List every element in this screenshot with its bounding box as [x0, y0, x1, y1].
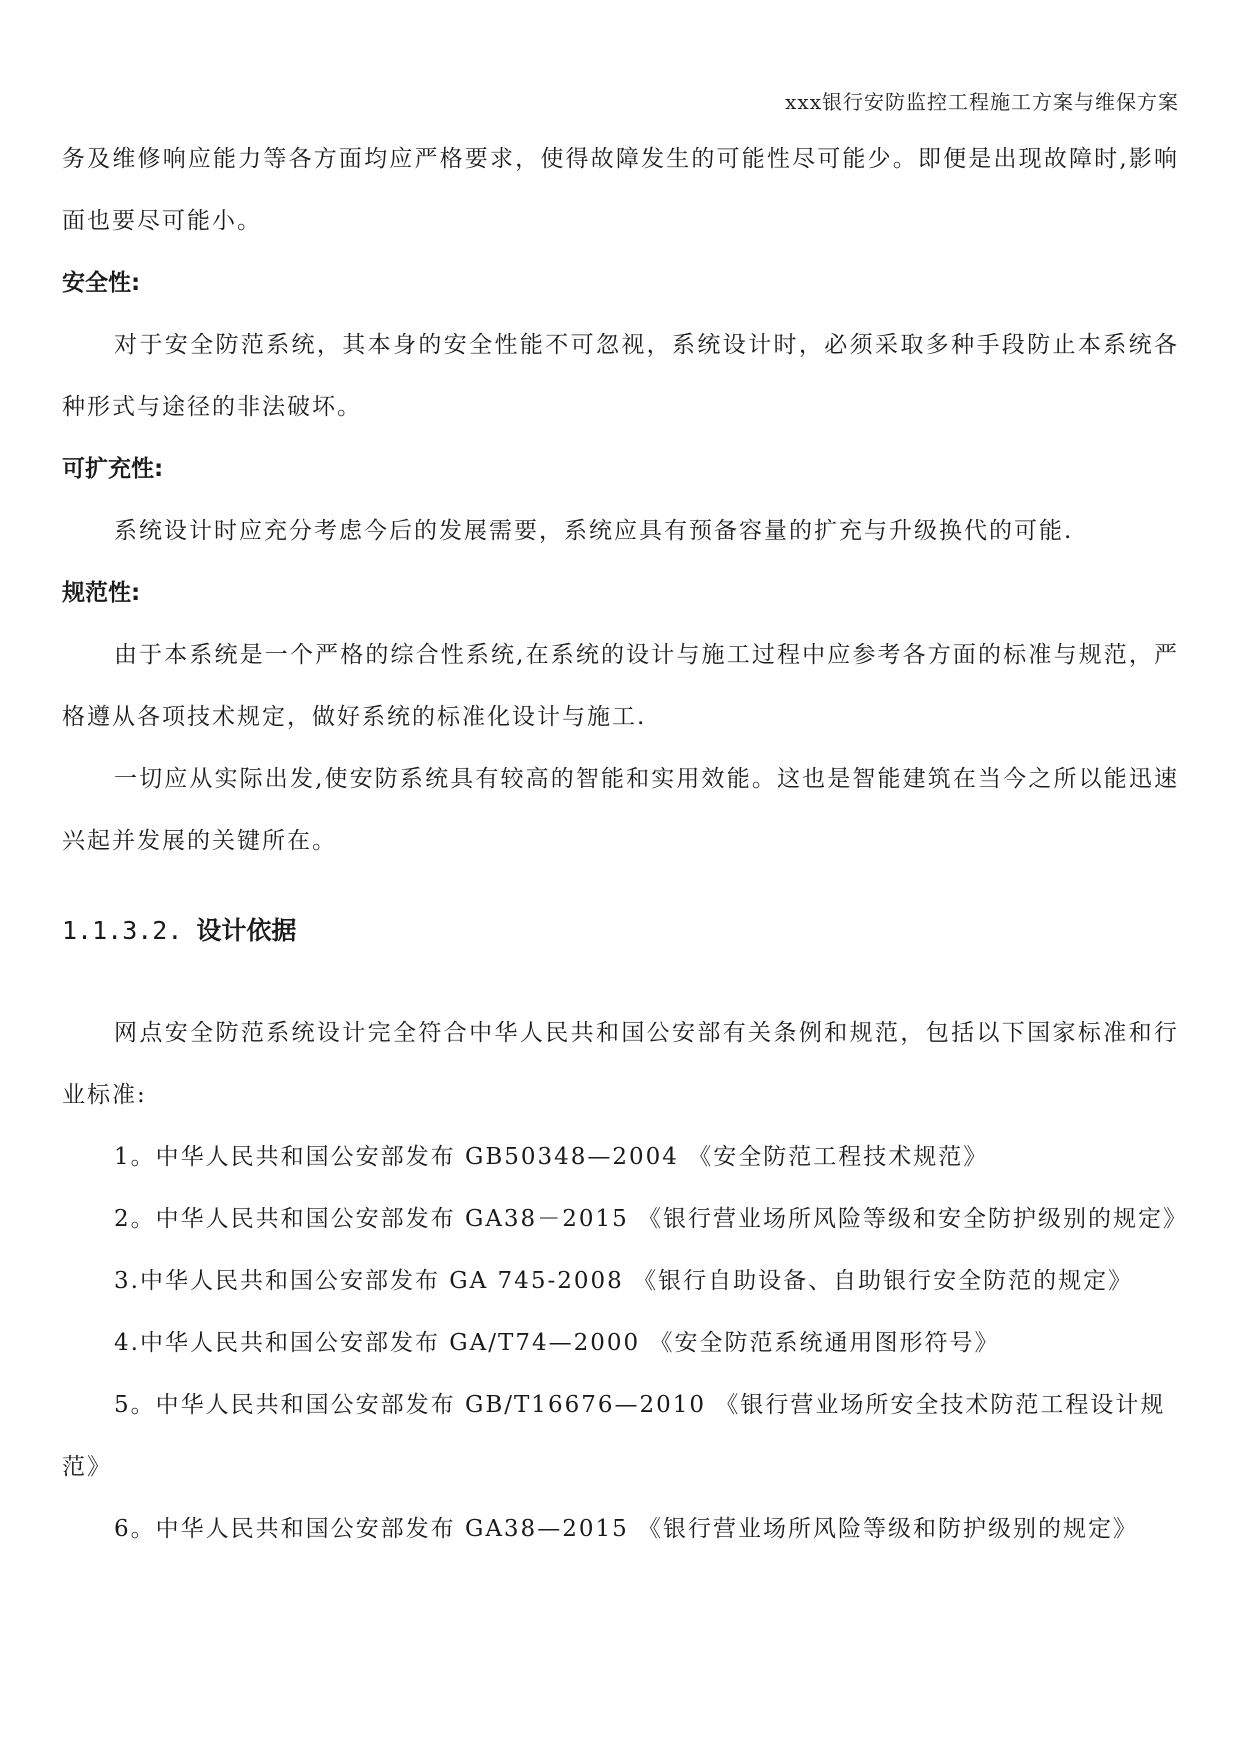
section-title: 设计依据	[196, 916, 297, 945]
section-heading-design-basis	[62, 900, 1179, 962]
standard-item-5: 5。中华人民共和国公安部发布 GB/T16676—2010 《银行营业场所安全技术防范工程设计规范》	[62, 1392, 1166, 1480]
paragraph-intro-continued: 务及维修响应能力等各方面均应严格要求，使得故障发生的可能性尽可能少。即便是出现故障时,影响面也要尽可能小。	[62, 146, 1179, 234]
standard-item-1: 1。中华人民共和国公安部发布 GB50348—2004 《安全防范工程技术规范》	[114, 1144, 989, 1170]
paragraph-practical: 一切应从实际出发,使安防系统具有较高的智能和实用效能。这也是智能建筑在当今之所以能迅速兴起并发展的关键所在。	[62, 766, 1179, 854]
label-expandability: 可扩充性:	[62, 456, 164, 482]
paragraph-expandability: 系统设计时应充分考虑今后的发展需要，系统应具有预备容量的扩充与升级换代的可能.	[114, 518, 1074, 544]
running-header: xxx银行安防监控工程施工方案与维保方案	[785, 90, 1179, 114]
paragraph-design-basis-intro: 网点安全防范系统设计完全符合中华人民共和国公安部有关条例和规范，包括以下国家标准和行业标准:	[62, 1020, 1179, 1108]
label-standardization: 规范性:	[62, 580, 141, 606]
standard-item-3: 3.中华人民共和国公安部发布 GA 745-2008 《银行自助设备、自助银行安全防范的规定》	[114, 1268, 1134, 1294]
standard-item-2: 2。中华人民共和国公安部发布 GA38－2015 《银行营业场所风险等级和安全防护级别的规定》	[114, 1206, 1189, 1232]
standard-item-4: 4.中华人民共和国公安部发布 GA/T74—2000 《安全防范系统通用图形符号》	[114, 1330, 1000, 1356]
paragraph-standardization: 由于本系统是一个严格的综合性系统,在系统的设计与施工过程中应参考各方面的标准与规范，严格遵从各项技术规定，做好系统的标准化设计与施工.	[62, 642, 1179, 730]
section-number: 1.1.3.2.	[62, 916, 183, 945]
standard-item-6: 6。中华人民共和国公安部发布 GA38—2015 《银行营业场所风险等级和防护级别的规定》	[114, 1516, 1139, 1542]
label-safety: 安全性:	[62, 270, 141, 296]
paragraph-safety: 对于安全防范系统，其本身的安全性能不可忽视，系统设计时，必须采取多种手段防止本系统各种形式与途径的非法破坏。	[62, 332, 1179, 420]
document-body	[62, 128, 1189, 1560]
